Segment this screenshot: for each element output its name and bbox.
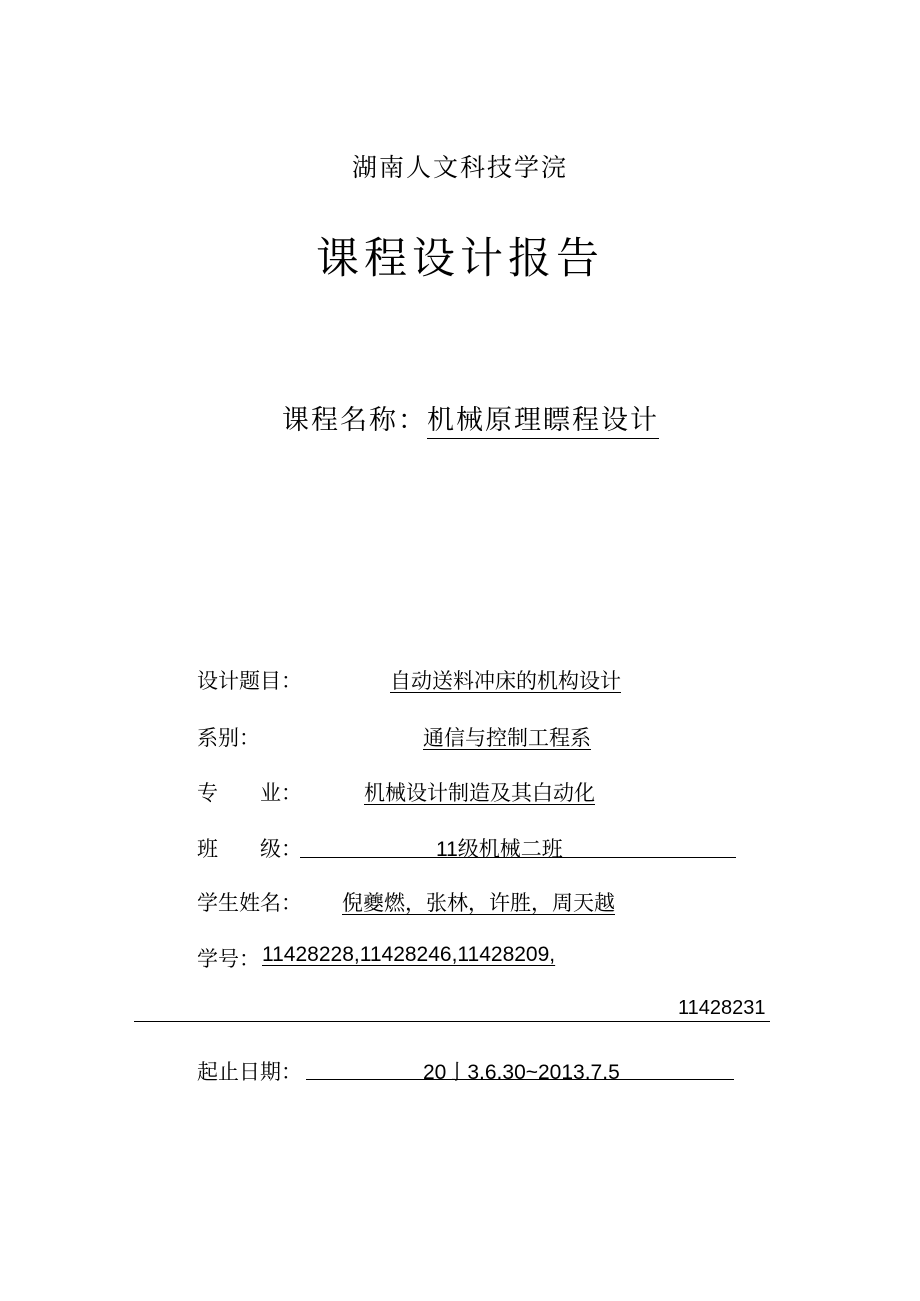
student-id-underline xyxy=(134,1021,770,1022)
design-topic-value: 自动送料冲床的机构设计 xyxy=(390,670,621,693)
class-value: 11级机械二班 xyxy=(436,838,563,861)
course-name-row xyxy=(282,398,659,439)
department-label: 系别： xyxy=(197,727,260,750)
course-name-label: 课程名称： xyxy=(282,405,427,436)
dates-label: 起止日期： xyxy=(197,1061,302,1084)
major-value: 机械设计制造及其白动化 xyxy=(364,782,595,805)
dates-value: 20亅3.6.30~2013.7.5 xyxy=(423,1061,620,1084)
department-value: 通信与控制工程系 xyxy=(423,727,591,750)
school-name: 湖南人文科技学浣 xyxy=(351,153,568,182)
student-id-value: 11428228,11428246,11428209, xyxy=(262,943,556,966)
student-id-value-continued: 11428231 xyxy=(678,997,766,1019)
student-names-value: 倪夔燃，张林，许胜，周天越 xyxy=(342,892,615,915)
course-name-value: 机械原理瞟程设计 xyxy=(427,404,659,439)
design-topic-label: 设计题目： xyxy=(197,670,302,693)
major-label: 专 业： xyxy=(197,782,302,805)
report-title: 课程设计报告 xyxy=(316,234,604,284)
student-names-label: 学生姓名： xyxy=(197,892,302,915)
class-label: 班 级： xyxy=(197,838,302,861)
student-id-label: 学号： xyxy=(197,948,260,971)
